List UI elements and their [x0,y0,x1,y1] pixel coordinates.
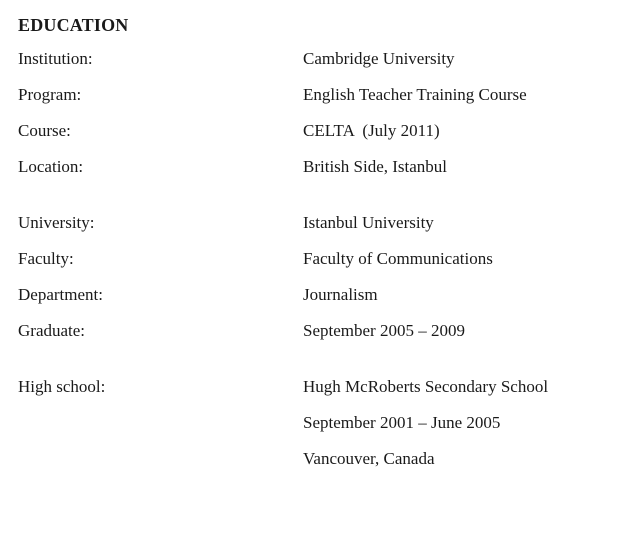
entry-row [18,249,628,268]
entry-row [18,321,628,340]
field-label: Department: [18,285,103,304]
field-value: Istanbul University [303,213,434,232]
field-label: University: [18,213,95,232]
field-value: September 2001 – June 2005 [303,413,501,432]
field-value: Vancouver, Canada [303,449,435,468]
field-label: Graduate: [18,321,86,340]
field-value: Cambridge University [303,49,455,68]
field-value: British Side, Istanbul [303,157,448,176]
entry-row [18,121,628,140]
field-label: Program: [18,85,82,104]
field-value: English Teacher Training Course [303,85,527,104]
field-label [18,413,303,432]
education-entry-high-school [18,377,628,468]
field-value: Journalism [303,285,378,304]
entry-row [18,213,628,232]
entry-row [18,285,628,304]
field-label: Institution: [18,49,93,68]
education-entry-istanbul-university [18,213,628,340]
field-value: Faculty of Communications [303,249,493,268]
field-value: CELTA (July 2011) [303,121,440,140]
entry-row [18,449,628,468]
field-label: High school: [18,377,106,396]
entry-row [18,413,628,432]
field-label: Course: [18,121,71,140]
entry-row [18,49,628,68]
entry-row [18,157,628,176]
education-section [18,14,628,468]
entry-row [18,85,628,104]
field-value: September 2005 – 2009 [303,321,465,340]
entry-row [18,377,628,396]
education-entry-cambridge [18,49,628,176]
field-label: Faculty: [18,249,74,268]
field-label [18,449,303,468]
section-title: EDUCATION [18,15,129,35]
field-value: Hugh McRoberts Secondary School [303,377,549,396]
field-label: Location: [18,157,84,176]
